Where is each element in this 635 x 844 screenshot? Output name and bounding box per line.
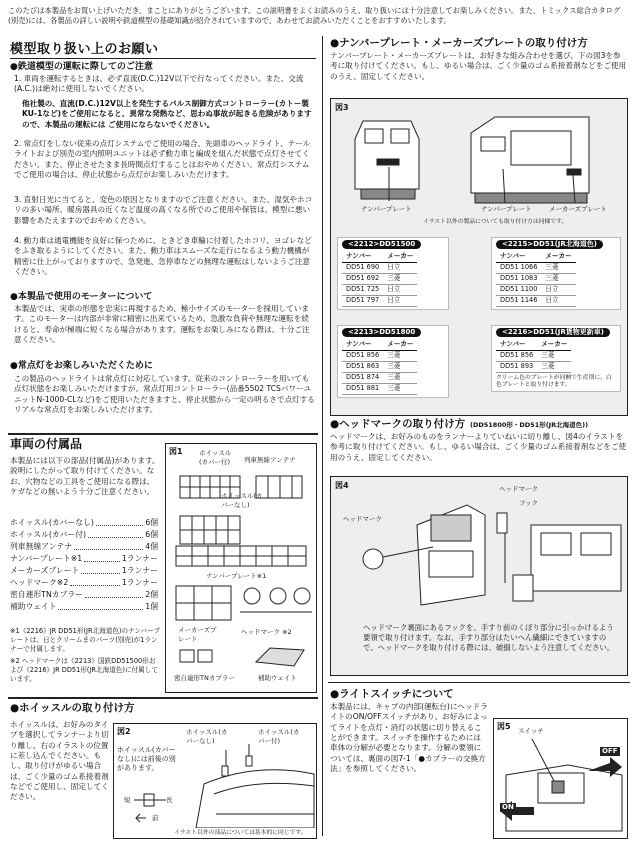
fig4-instructions: ヘッドマーク裏面にあるフックを、手すり前のくぼり部分に引っかけるよう要領で取り付けます。なお、手すり部分はたいへん繊細にできていますので、ヘッドマークを取り付ける際には、破損しないよう注意してください。 bbox=[363, 623, 615, 653]
whistle-direction-note: ホイッスル(カバーなし)には前後の別があります。 bbox=[117, 746, 176, 773]
accessory-item bbox=[10, 542, 158, 554]
plate-number: DD51 1066 bbox=[496, 262, 541, 273]
on-label: ON bbox=[502, 803, 514, 811]
cream-plate-note: クリーム色のプレートが同梱で生産別に、白色プレートと取り付けます。 bbox=[496, 374, 612, 388]
accessory-name: メーカーズプレート bbox=[10, 566, 80, 575]
caution-item-4: 4. 動力車は通電機能を良好に保つために、ときどき車輪に付着したホコリ、ヨゴレなどをふき取るようにしてください。また、動力車はスムーズな走行になるよう動力機構が精密に仕上がっておりますので、急発進、急停車などの無理な運転はしないようご注意ください。 bbox=[14, 236, 312, 276]
plate-number: DD51 863 bbox=[342, 361, 383, 372]
plate-maker: 三菱 bbox=[383, 350, 417, 361]
pulse-controller-warning: 他社製の、直流(D.C.)12V以上を発生するパルス制御方式コントローラー(カトー製KU-1など)をご使用になると、異常な発熱など、思わぬ事故が起きる危険がありますので、本製品の運転には ご使用にならないでください。 bbox=[22, 99, 312, 129]
plate-number: DD51 874 bbox=[342, 372, 383, 383]
plate-table-2213-title: <2213>DD51800 bbox=[342, 328, 421, 337]
fig4-hook-label: フック bbox=[519, 499, 539, 507]
whistle-cover-tag: ホイッスル(カバー付) bbox=[258, 728, 300, 745]
whistle-nocover-label: ホイッスル(カバーなし) bbox=[221, 492, 263, 509]
fig3-caption: イラスト以外の製品についても取り付け方は同様です。 bbox=[423, 219, 568, 225]
plate-number: DD51 797 bbox=[342, 295, 383, 306]
fig3-maker-plate-label: メーカーズプレート bbox=[549, 205, 607, 213]
accessory-qty: 2個 bbox=[145, 590, 158, 599]
fig4-headmark-label: ヘッドマーク bbox=[343, 515, 382, 523]
figure-1-label: 図1 bbox=[169, 447, 183, 456]
plate-maker: 日立 bbox=[541, 295, 575, 306]
plate-maker: 三菱 bbox=[541, 273, 575, 284]
figure-3 bbox=[330, 98, 628, 416]
accessory-item bbox=[10, 530, 158, 542]
number-plate-body: ナンバープレート・メーカーズプレートは、お好きな組み合わせを選び、下の図3を参考に取り付けてください。もし、ゆるい場合は、ごく少量のゴム系接着剤などをご使用のうえ、固定してください。 bbox=[330, 51, 627, 81]
accessory-item bbox=[10, 590, 158, 602]
accessory-item bbox=[10, 566, 158, 578]
antenna-label: 列車無線アンテナ bbox=[244, 456, 296, 464]
caution-item-3: 3. 直射日光に当てると、変色の原因となりますのでご注意ください。また、湿気やホコリの多い場所、暖房器具の近くなど温度の高くなる所でのご使用や保管は、模型に悪い影響をあたえますのでおやめください。 bbox=[14, 195, 313, 225]
plate-maker: 日立 bbox=[383, 262, 417, 273]
plate-table-2216 bbox=[491, 325, 621, 392]
col-number: ナンバー bbox=[496, 251, 541, 262]
accessory-name: ホイッスル(カバー付) bbox=[10, 530, 87, 539]
accessory-qty: 6個 bbox=[145, 530, 158, 539]
caution-item-1: 1. 車両を運転するときは、必ず直流(D.C.)12V以下で行なってください。また、交流(A.C.)は絶対に使用しないでください。 bbox=[14, 74, 304, 94]
accessory-name: ヘッドマーク※2 bbox=[10, 578, 69, 587]
accessory-name: 密自連形TNカプラー bbox=[10, 590, 83, 599]
motor-body: 本製品では、実車の形態を忠実に再現するため、極小サイズのモーターを採用しています。このモーターは内部が非常に精密に出来ているため、急激な負荷や無理な運転を続けると、寿命が極端に短くなる場合があります。運転をお楽しみになる際は、十分ご注意ください。 bbox=[14, 304, 310, 344]
whistle-install-heading: ●ホイッスルの取り付け方 bbox=[10, 702, 135, 714]
plate-table-2216-title: <2216>DD51(JR貨物更新車) bbox=[496, 328, 610, 337]
accessory-name: ナンバープレート※1 bbox=[10, 554, 83, 563]
accessory-list bbox=[10, 518, 158, 614]
figure-4 bbox=[330, 476, 628, 676]
switch-label: スイッチ bbox=[518, 727, 544, 735]
figure-4-label: 図4 bbox=[335, 481, 349, 490]
plate-maker: 三菱 bbox=[537, 361, 571, 372]
plate-table-2212-title: <2212>DD51500 bbox=[342, 240, 421, 249]
fig3-number-plate-label-2: ナンバープレート bbox=[481, 205, 532, 213]
plate-maker: 三菱 bbox=[383, 372, 417, 383]
accessory-qty: 1ランナー bbox=[121, 566, 158, 575]
col-maker: メーカー bbox=[383, 339, 417, 350]
figure-3-label: 図3 bbox=[335, 103, 349, 112]
headmark-label: ヘッドマーク ※2 bbox=[241, 628, 292, 636]
plate-number: DD51 1100 bbox=[496, 284, 541, 295]
tn-coupler-label: 密自連形TNカプラー bbox=[174, 674, 235, 682]
plate-number: DD51 856 bbox=[496, 350, 537, 361]
accessory-qty: 1個 bbox=[145, 602, 158, 611]
figure-1 bbox=[165, 443, 317, 693]
front-label: 前 bbox=[152, 814, 159, 822]
accessory-item bbox=[10, 518, 158, 530]
figure-2-caption: イラスト以外の部品については基本的に同じです。 bbox=[174, 830, 307, 836]
plate-table-2215 bbox=[491, 237, 621, 310]
plate-maker: 三菱 bbox=[383, 361, 417, 372]
accessories-title: 車両の付属品 bbox=[10, 437, 83, 451]
plate-table-2215-title: <2215>DD51(JR北海道色) bbox=[496, 240, 603, 249]
col-maker: メーカー bbox=[537, 339, 571, 350]
whistle-cover-label: ホイッスル(カバー付) bbox=[199, 449, 232, 466]
constant-light-heading: ●常点灯をお楽しみいただくために bbox=[10, 361, 153, 371]
coupler-weight-drawing bbox=[178, 644, 308, 674]
headmark-heading-sub: (DD51800形・DD51形(JR北海道色)) bbox=[470, 421, 589, 429]
plate-number: DD51 690 bbox=[342, 262, 383, 273]
accessory-item bbox=[10, 578, 158, 590]
plate-number: DD51 856 bbox=[342, 350, 383, 361]
headmark-install-drawing bbox=[337, 495, 625, 615]
number-plate-label: ナンバープレート※1 bbox=[206, 572, 267, 580]
plate-maker: 三菱 bbox=[537, 350, 571, 361]
light-switch-body: 本製品には、キャブの内部(運転台)にヘッドライトのON/OFFスイッチがあり、お好みによってライトを点灯・消灯の状態に切り替えることができます。スイッチを操作するためには車体の分解が必要となります。分解の要領については、裏面の図7-1「●カプラーの交換方法」を参照してください。 bbox=[330, 702, 488, 773]
off-label: OFF bbox=[602, 747, 618, 755]
accessory-name: 補助ウェイト bbox=[10, 602, 57, 611]
accessory-note-1: ※1《2216》JR DD51形(JR北海道色)のナンバープレートは、日とクリームまのパーツ(別売)が1ランナーで付属します。 bbox=[10, 627, 160, 653]
fig3-number-plate-label: ナンバープレート bbox=[361, 205, 412, 213]
figure-5 bbox=[493, 718, 628, 839]
short-label: 短 bbox=[124, 796, 131, 804]
plate-maker: 日立 bbox=[383, 284, 417, 295]
accessory-item bbox=[10, 554, 158, 566]
accessory-qty: 4個 bbox=[145, 542, 158, 551]
plate-number: DD51 725 bbox=[342, 284, 383, 295]
locomotive-plate-drawing bbox=[335, 111, 623, 211]
care-title: 模型取り扱い上のお願い bbox=[10, 42, 159, 57]
plate-number: DD51 1083 bbox=[496, 273, 541, 284]
col-number: ナンバー bbox=[496, 339, 537, 350]
col-number: ナンバー bbox=[342, 251, 383, 262]
light-switch-heading: ●ライトスイッチについて bbox=[330, 688, 454, 700]
whistle-roof-drawing bbox=[116, 744, 316, 828]
constant-light-body: この製品のヘッドライトは常点灯に対応しています。従来のコントローラーを用いても点灯状態をお楽しみいただけますが、常点灯用コントローラー(品番5502 TCSパワーユニットN-1000-CLなど)をご使用いただきますと、停止状態から一定の明るさで点灯するリアルな常点灯をお楽しみいただけます。 bbox=[14, 374, 315, 414]
long-label: 長 bbox=[166, 796, 173, 804]
accessory-qty: 6個 bbox=[145, 518, 158, 527]
maker-headmark-runner-drawing bbox=[174, 584, 314, 624]
number-plate-runner-drawing bbox=[174, 542, 314, 572]
plate-table-2213 bbox=[337, 325, 449, 398]
figure-2-label: 図2 bbox=[117, 727, 131, 736]
plate-maker: 三菱 bbox=[383, 273, 417, 284]
motor-heading: ●本製品で使用のモーターについて bbox=[10, 292, 153, 302]
figure-2 bbox=[113, 723, 317, 839]
col-maker: メーカー bbox=[541, 251, 575, 262]
plate-maker: 三菱 bbox=[383, 383, 417, 394]
plate-number: DD51 692 bbox=[342, 273, 383, 284]
headmark-heading: ●ヘッドマークの取り付け方 bbox=[330, 418, 466, 430]
plate-maker: 日立 bbox=[541, 284, 575, 295]
whistle-nocover-tag: ホイッスル(カバーなし) bbox=[186, 728, 228, 745]
accessory-qty: 1ランナー bbox=[121, 554, 158, 563]
whistle-install-body: ホイッスルは、お好みのタイプを選択してランナーより切り離し、右のイラストの位置に差し込んでください。もし、取り付けがゆるい場合は、ごく少量のゴム系接着剤などでご使用し、固定してください。 bbox=[10, 720, 109, 802]
operation-caution-heading: ●鉄道模型の運転に際してのご注意 bbox=[10, 62, 153, 72]
col-maker: メーカー bbox=[383, 251, 417, 262]
maker-plate-label: メーカーズプレート bbox=[178, 626, 217, 643]
accessory-name: 列車無線アンテナ bbox=[10, 542, 73, 551]
accessory-qty: 1ランナー bbox=[121, 578, 158, 587]
number-plate-heading: ●ナンバープレート・メーカーズプレートの取り付け方 bbox=[330, 37, 588, 49]
headmark-body: ヘッドマークは、お好みのものをランナーよりていねいに切り離し、図4のイラストを参考に取り付けてください。もし、ゆるい場合は、ごく少量のゴム系接着剤などをご使用のうえ、固定してください。 bbox=[330, 432, 627, 462]
plate-maker: 日立 bbox=[383, 295, 417, 306]
caution-item-2: 2. 常点灯をしない従来の点灯システムでご使用の場合、先頭車のヘッドライト、テールライトおよび別売の室内照明ユニットは必ず動力車と編成を組んだ状態で点灯させてください。また、停止させたまま長時間点灯することはおやめください。常点灯システムでご使用の場合は、停止状態から点灯がお楽しみいただけます。 bbox=[14, 139, 311, 179]
plate-table-2212 bbox=[337, 237, 449, 310]
accessory-note-2: ※2 ヘッドマークは《2213》国鉄DD51500形および《2216》JR DD51形(JR北海道色)に付属しています。 bbox=[10, 657, 158, 683]
plate-number: DD51 1146 bbox=[496, 295, 541, 306]
figure-5-label: 図5 bbox=[497, 722, 511, 731]
weight-label: 補助ウェイト bbox=[258, 674, 297, 682]
plate-maker: 三菱 bbox=[541, 262, 575, 273]
plate-number: DD51 881 bbox=[342, 383, 383, 394]
accessory-item bbox=[10, 602, 158, 614]
plate-number: DD51 893 bbox=[496, 361, 537, 372]
col-number: ナンバー bbox=[342, 339, 383, 350]
intro-text: このたびは本製品をお買い上げいただき、まことにありがとうございます。この説明書をよくお読みのうえ、取り扱いには十分注意してお楽しみください。また、トミックス総合カタログ(別売)には、各製品の詳しい説明や鉄道模型の基礎知識が紹介されていますので、あわせてお読みいただくことをおすすめいたします。 bbox=[8, 6, 621, 25]
accessory-name: ホイッスル(カバーなし) bbox=[10, 518, 94, 527]
accessories-intro: 本製品には以下の部品(付属品)があります。説明にしたがって取り付けてください。なお、穴物などの工具をご使用になる際は、ケガなどの無いよう十分ご注意ください。 bbox=[10, 456, 160, 496]
fig4-headmark-label-2: ヘッドマーク bbox=[499, 485, 538, 493]
